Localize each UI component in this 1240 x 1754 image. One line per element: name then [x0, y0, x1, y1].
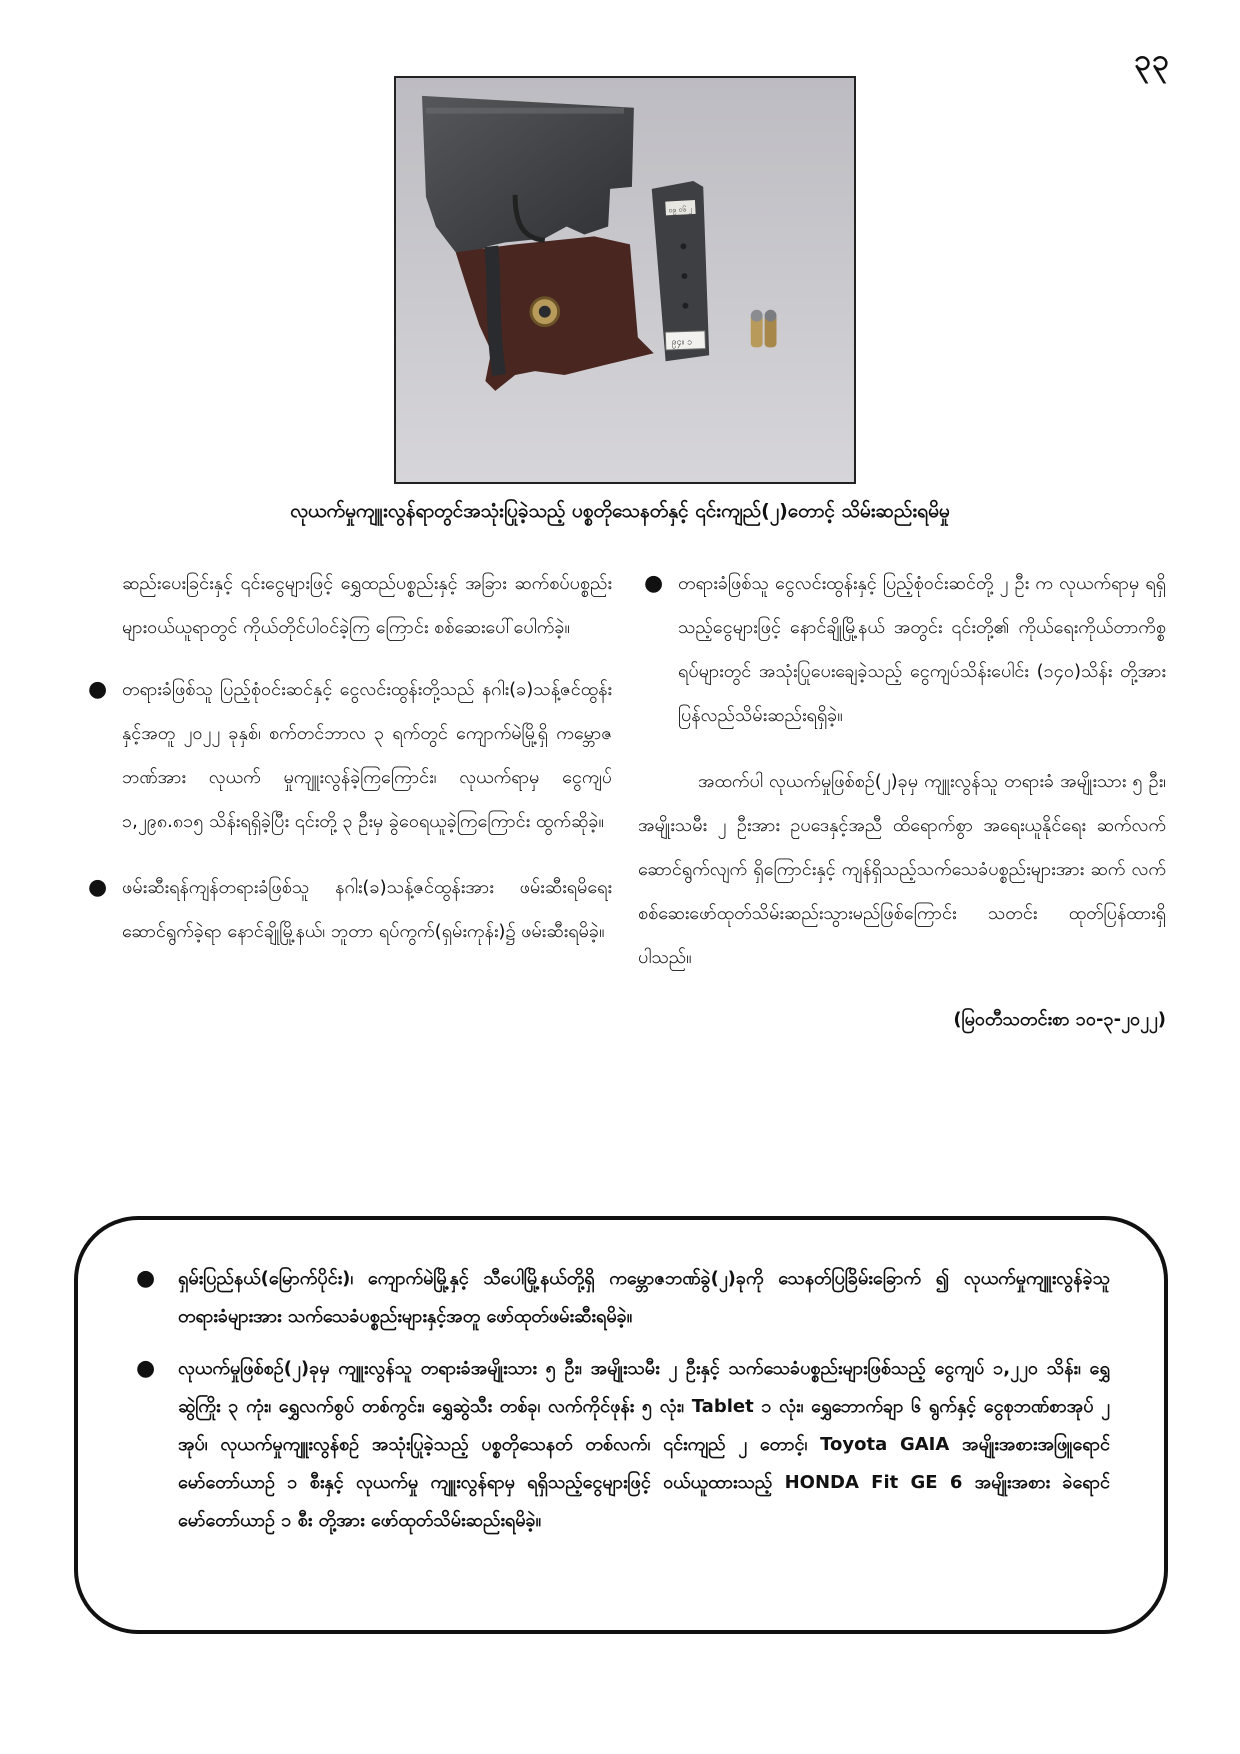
list-item-text: တရားခံဖြစ်သူ ပြည့်စုံဝင်းဆင်နှင့် ငွေလင်းထွန်းတို့သည် နဂါး(ခ)သန့်ဇင်ထွန်းနှင့်အတူ ၂၀၂၂ ခုနှစ်၊ စက်တင်ဘာလ ၃ ရက်တွင် ကျောက်မဲမြို့ရှိ ကမ္ဘောဇဘဏ်အား လုယက် မှုကျူးလွန်ခဲ့ကြကြောင်း၊ လုယက်ရာမှ ငွေကျပ် ၁,၂၉၈.၈၁၅ သိန်းရရှိခဲ့ပြီး ၎င်းတို့ ၃ ဦးမှ ခွဲဝေရယူခဲ့ကြကြောင်း ထွက်ဆိုခဲ့။	[122, 679, 612, 832]
left-column	[82, 562, 612, 976]
summary-item	[134, 1260, 1110, 1336]
list-item	[638, 562, 1166, 738]
source-citation: (မြဝတီသတင်းစာ ၁၀-၃-၂၀၂၂)	[953, 1009, 1166, 1030]
list-item-text: ဖမ်းဆီးရန်ကျန်တရားခံဖြစ်သူ နဂါး(ခ)သန့်ဇင်ထွန်းအား ဖမ်းဆီးရမိရေးဆောင်ရွက်ခဲ့ရာ နောင်ချိုမြို့နယ်၊ ဘူတာ ရပ်ကွက်(ရှမ်းကုန်း)၌ ဖမ်းဆီးရမိခဲ့။	[122, 877, 612, 942]
evidence-tag: ၉၄။ ၁	[671, 337, 693, 348]
summary-paragraph: အထက်ပါ လုယက်မှုဖြစ်စဉ်(၂)ခုမှ ကျူးလွန်သူ တရားခံ အမျိုးသား ၅ ဦး၊ အမျိုးသမီး ၂ ဦးအား ဥပဒေနှင့်အညီ ထိရောက်စွာ အရေးယူနိုင်ရေး ဆက်လက်ဆောင်ရွက်လျက် ရှိကြောင်းနှင့် ကျန်ရှိသည့်သက်သေခံပစ္စည်းများအား ဆက် လက်စစ်ဆေးဖော်ထုတ်သိမ်းဆည်းသွားမည်ဖြစ်ကြောင်း သတင်း ထုတ်ပြန်ထားရှိပါသည်။	[638, 771, 1166, 968]
list-item	[82, 866, 612, 954]
bullet-icon: ●	[136, 1356, 156, 1381]
list-item	[82, 668, 612, 844]
summary-item-text: ရှမ်းပြည်နယ်(မြောက်ပိုင်း)၊ ကျောက်မဲမြို့နှင့် သီပေါမြို့နယ်တို့ရှိ ကမ္ဘောဇဘဏ်ခွဲ(၂)ခုကို သေနတ်ပြခြိမ်းခြောက် ၍ လုယက်မှုကျူးလွန်ခဲ့သူ တရားခံများအား သက်သေခံပစ္စည်းများနှင့်အတူ ဖော်ထုတ်ဖမ်းဆီးရမိခဲ့။	[178, 1268, 1110, 1327]
summary-item-text: လုယက်မှုဖြစ်စဉ်(၂)ခုမှ ကျူးလွန်သူ တရားခံအမျိုးသား ၅ ဦး၊ အမျိုးသမီး ၂ ဦးနှင့် သက်သေခံပစ္စည်းများဖြစ်သည့် ငွေကျပ် ၁,၂၂၀ သိန်း၊ ရွှေဆွဲကြိုး ၃ ကုံး၊ ရွှေလက်စွပ် တစ်ကွင်း၊ ရွှေဆွဲသီး တစ်ခု၊ လက်ကိုင်ဖုန်း ၅ လုံး၊ Tablet ၁ လုံး၊ ရွှေဘောက်ချာ ၆ ရွက်နှင့် ငွေစုဘဏ်စာအုပ် ၂ အုပ်၊ လုယက်မှုကျူးလွန်စဉ် အသုံးပြုခဲ့သည့် ပစ္စတိုသေနတ် တစ်လက်၊ ၎င်းကျည် ၂ တောင့်၊ Toyota GAIA အမျိုးအစားအဖြူရောင်မော်တော်ယာဉ် ၁ စီးနှင့် လုယက်မှု ကျူးလွန်ရာမှ ရရှိသည့်ငွေများဖြင့် ဝယ်ယူထားသည့် HONDA Fit GE 6 အမျိုးအစား ခဲရောင် မော်တော်ယာဉ် ၁ စီး တို့အား ဖော်ထုတ်သိမ်းဆည်းရမိခဲ့။	[178, 1358, 1110, 1531]
page-number: ၃၃	[1134, 43, 1170, 78]
evidence-photo	[394, 76, 856, 484]
photo-caption: လုယက်မှုကျူးလွန်ရာတွင်အသုံးပြုခဲ့သည့် ပစ္စတိုသေနတ်နှင့် ၎င်းကျည်(၂)တောင့် သိမ်းဆည်းရမိမှု	[290, 500, 950, 522]
bullet-icon: ●	[136, 1266, 156, 1291]
continued-paragraph: ဆည်းပေးခြင်းနှင့် ၎င်းငွေများဖြင့် ရွှေထည်ပစ္စည်းနှင့် အခြား ဆက်စပ်ပစ္စည်းများဝယ်ယူရာတွင် ကိုယ်တိုင်ပါဝင်ခဲ့ကြ ကြောင်း စစ်ဆေးပေါ်ပေါက်ခဲ့။	[122, 573, 612, 638]
summary-item	[134, 1350, 1110, 1540]
bullet-icon: ●	[88, 875, 108, 900]
list-item-text: တရားခံဖြစ်သူ ငွေလင်းထွန်းနှင့် ပြည့်စုံဝင်းဆင်တို့ ၂ ဦး က လုယက်ရာမှ ရရှိသည့်ငွေများဖြင့် နောင်ချိုမြို့နယ် အတွင်း ၎င်းတို့၏ ကိုယ်ရေးကိုယ်တာကိစ္စရပ်များတွင် အသုံးပြုပေးချေခဲ့သည့် ငွေကျပ်သိန်းပေါင်း (၁၄၀)သိန်း တို့အား ပြန်လည်သိမ်းဆည်းရရှိခဲ့။	[678, 573, 1166, 726]
summary-box	[74, 1216, 1168, 1634]
bullet-icon: ●	[88, 677, 108, 702]
bullet-icon: ●	[644, 571, 664, 596]
right-column	[638, 562, 1166, 1042]
magazine-label: ဝ၉ ဝ၆ ၂	[668, 205, 693, 215]
